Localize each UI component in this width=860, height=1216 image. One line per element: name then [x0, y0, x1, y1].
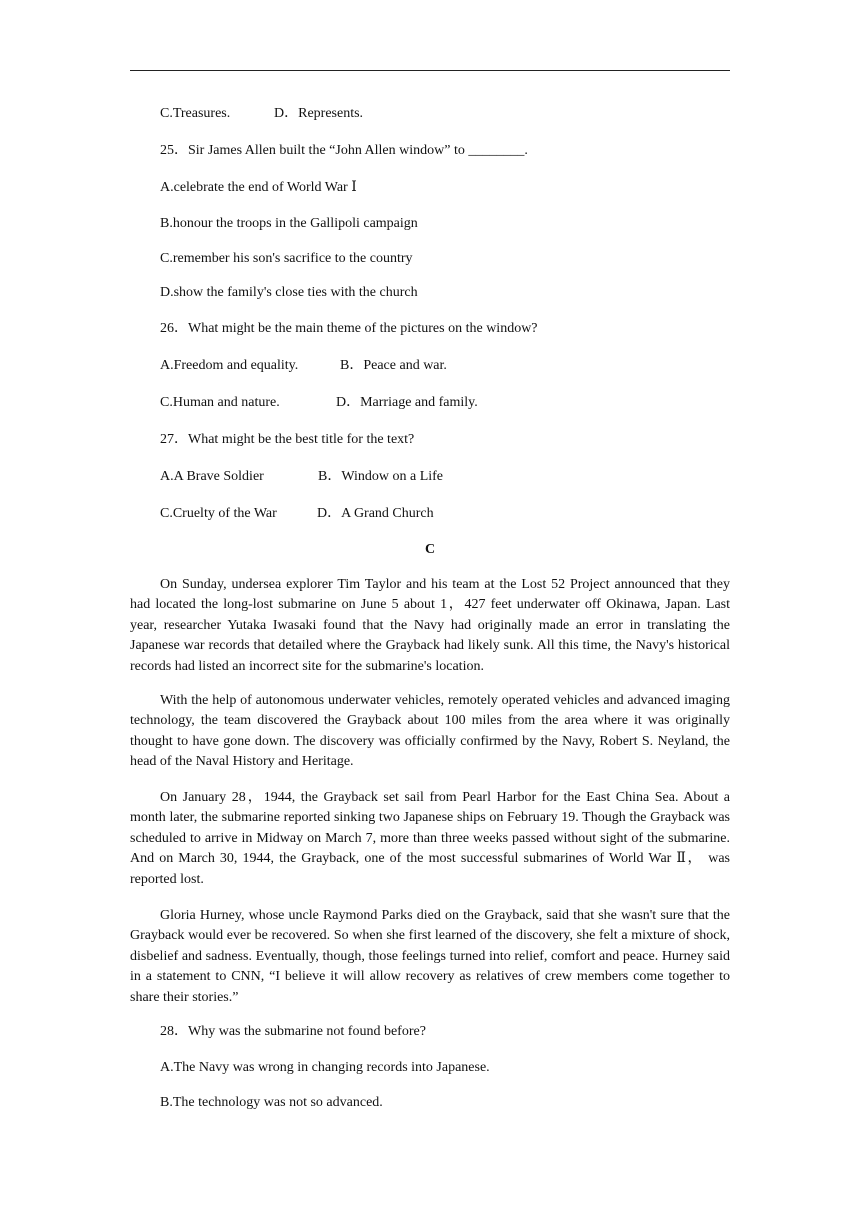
- q25-option-c: C.remember his son's sacrifice to the country: [160, 251, 413, 266]
- q25-option-d: D.show the family's close ties with the church: [160, 285, 418, 300]
- q24-option-c: C.Treasures.: [160, 106, 231, 121]
- q26-option-b: B．Peace and war.: [340, 358, 447, 373]
- passage-paragraph: With the help of autonomous underwater vehicles, remotely operated vehicles and advanced imaging technology, the team discovered the Grayback about 100 miles from the area where it was originally thought to have gone down. The discovery was officially confirmed by the Navy, Robert S. Neyland, the head of the Naval History and Heritage.: [130, 693, 730, 770]
- header-rule: [130, 70, 730, 71]
- q27-option-d: D．A Grand Church: [317, 506, 434, 521]
- passage-paragraph: Gloria Hurney, whose uncle Raymond Parks died on the Grayback, said that she wasn't sure that the Grayback would ever be recovered. So when she first learned of the discovery, she felt a mixture of shock, disbelief and sadness. Eventually, though, those feelings turned into relief, comfort and peace. Hurney said in a statement to CNN, “I believe it will allow recovery as relatives of crew members come together to share their stories.”: [130, 908, 730, 1005]
- q25-option-a: A.celebrate the end of World War Ⅰ: [160, 180, 357, 195]
- q24-option-d: D．Represents.: [274, 106, 364, 121]
- q26-option-c: C.Human and nature.: [160, 395, 280, 410]
- q27-option-c: C.Cruelty of the War: [160, 506, 277, 521]
- section-heading: C: [424, 542, 436, 557]
- q27-option-a: A.A Brave Soldier: [160, 469, 264, 484]
- q26-option-a: A.Freedom and equality.: [160, 358, 299, 373]
- q28-option-a: A.The Navy was wrong in changing records into Japanese.: [160, 1060, 490, 1075]
- q26-option-d: D．Marriage and family.: [336, 395, 478, 410]
- q25-option-b: B.honour the troops in the Gallipoli campaign: [160, 216, 418, 231]
- q27-option-b: B．Window on a Life: [318, 469, 444, 484]
- q25-stem: 25．Sir James Allen built the “John Allen window” to ________.: [160, 143, 528, 158]
- q26-stem: 26．What might be the main theme of the pictures on the window?: [160, 321, 538, 336]
- q28-stem: 28．Why was the submarine not found before?: [160, 1024, 426, 1039]
- passage-paragraph: On Sunday, undersea explorer Tim Taylor and his team at the Lost 52 Project announced that they had located the long-lost submarine on June 5 about 1，427 feet underwater off Okinawa, Japan. Last year, researcher Yutaka Iwasaki found that the Navy had originally made an error in translating the Japanese war records that detailed where the Grayback had likely sunk. All this time, the Navy's historical records had listed an incorrect site for the submarine's location.: [130, 577, 730, 674]
- q28-option-b: B.The technology was not so advanced.: [160, 1095, 383, 1110]
- passage-paragraph: On January 28，1944, the Grayback set sail from Pearl Harbor for the East China Sea. About a month later, the submarine reported sinking two Japanese ships on February 19. Though the Grayback was scheduled to arrive in Midway on March 7, more than three weeks passed without sight of the submarine. And on March 30, 1944, the Grayback, one of the most successful submarines of World War Ⅱ， was reported lost.: [130, 790, 730, 887]
- q27-stem: 27．What might be the best title for the text?: [160, 432, 415, 447]
